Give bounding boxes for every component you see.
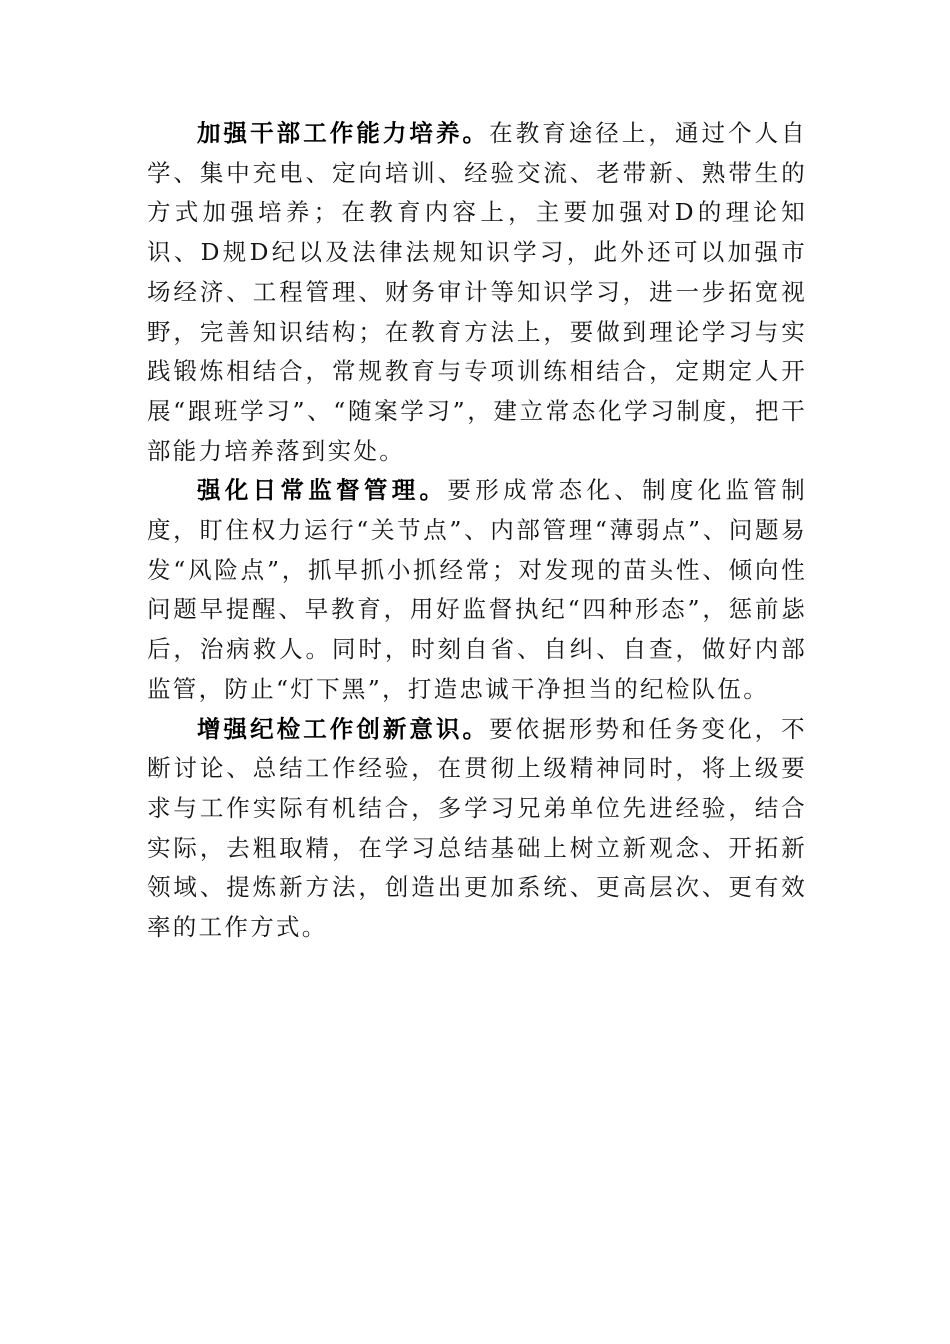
paragraph-text: 要依据形势和任务变化，不断讨论、总结工作经验，在贯彻上级精神同时，将上级要求与工作实际有机结合，多学习兄弟单位先进经验，结合实际，去粗取精，在学习总结基础上树立新观念、开拓新领域、提炼新方法，创造出更加系统、更高层次、更有效率的工作方式。: [147, 714, 807, 942]
document-body: [147, 114, 807, 948]
paragraph-supervision: [147, 471, 807, 709]
paragraph-text: 在教育途径上，通过个人自学、集中充电、定向培训、经验交流、老带新、熟带生的方式加强培养；在教育内容上，主要加强对D的理论知识、D规D纪以及法律法规知识学习，此外还可以加强市场经济、工程管理、财务审计等知识学习，进一步拓宽视野，完善知识结构；在教育方法上，要做到理论学习与实践锻炼相结合，常规教育与专项训练相结合，定期定人开展“跟班学习”、“随案学习”，建立常态化学习制度，把干部能力培养落到实处。: [147, 119, 807, 465]
paragraph-heading: 加强干部工作能力培养。: [197, 119, 490, 147]
paragraph-heading: 增强纪检工作创新意识。: [197, 714, 490, 743]
paragraph-text: 要形成常态化、制度化监管制度，盯住权力运行“关节点”、内部管理“薄弱点”、问题易发“风险点”，抓早抓小抓经常；对发现的苗头性、倾向性问题早提醒、早教育，用好监督执纪“四种形态”，惩前毖后，治病救人。同时，时刻自省、自纠、自查，做好内部监管，防止“灯下黑”，打造忠诚干净担当的纪检队伍。: [147, 476, 807, 703]
paragraph-cadre-ability: [147, 114, 807, 471]
paragraph-innovation: [147, 710, 807, 948]
paragraph-heading: 强化日常监督管理。: [197, 476, 448, 505]
